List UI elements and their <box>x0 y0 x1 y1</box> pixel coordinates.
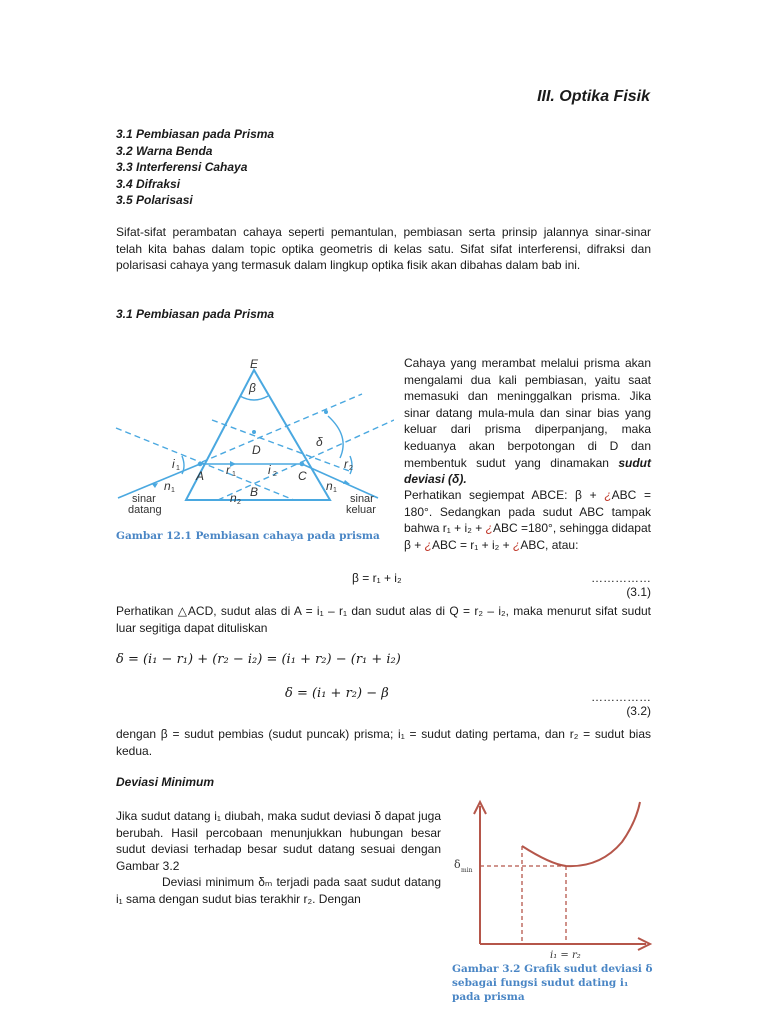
toc-item: 3.5 Polarisasi <box>116 193 193 207</box>
section-heading: Deviasi Minimum <box>116 775 215 789</box>
sub-r2: 2 <box>349 465 353 472</box>
sub-n1: 1 <box>171 487 175 494</box>
label-i2: i <box>268 463 271 477</box>
intro-paragraph: Sifat-sifat perambatan cahaya seperti pemantulan, pembiasan serta prinsip jalannya sinar-sinar telah kita bahas dalam topic optika geometris di kelas satu. Sifat sifat interferensi, difraksi dan polarisasi cahaya yang termasuk dalam lingkup optika fisik akan dibahas dalam bab ini. <box>116 225 651 273</box>
delta-arc <box>328 416 343 458</box>
label-A: A <box>196 469 205 483</box>
graph-xlabel: i₁ = r₂ <box>550 950 581 960</box>
beta-arc <box>240 396 268 400</box>
sub-r1: 1 <box>232 471 236 478</box>
deviation-term: sudut deviasi (δ). <box>404 455 651 487</box>
equation-3-1: β = r₁ + i₂ <box>352 571 402 585</box>
prism-figure <box>112 356 394 526</box>
abce-text: ABC, atau: <box>520 537 579 552</box>
label-r2: r <box>344 457 348 471</box>
sub-n2: 2 <box>237 499 241 506</box>
label-n1: n <box>164 479 171 493</box>
angle-symbol: ¿ <box>513 537 521 552</box>
label-D: D <box>252 443 261 457</box>
equation-number: ……………(3.2) <box>591 690 651 718</box>
toc-item: 3.2 Warna Benda <box>116 143 213 158</box>
label-sinar-datang-2: datang <box>128 504 162 516</box>
toc-item: 3.1 Pembiasan pada Prisma <box>116 127 275 141</box>
equation-number: ……………(3.1) <box>591 571 651 599</box>
delta-equation-expanded: δ = (i₁ − r₁) + (r₂ − i₂) = (i₁ + r₂) − (r₁ + i₂) <box>116 652 401 667</box>
label-i1: i <box>172 457 175 471</box>
graph-ylabel: δ <box>454 858 461 871</box>
deviation-curve <box>522 802 640 866</box>
label-n2: n <box>230 491 237 505</box>
label-delta: δ <box>316 435 323 449</box>
figure-caption: Gambar 12.1 Pembiasan cahaya pada prisma <box>116 530 380 542</box>
min-deviation-text: Jika sudut datang i₁ diubah, maka sudut deviasi δ dapat juga berubah. Hasil percobaan menunjukkan hubungan besar sudut deviasi terhadap besar sudut datang sesuai dengan Gambar 3.2 <box>116 809 441 873</box>
graph-ylabel-sub: min <box>461 867 473 874</box>
prism-paragraph <box>404 355 651 488</box>
angle-symbol: ¿ <box>485 521 493 536</box>
incident-ray <box>118 464 200 498</box>
min-deviation-text: Deviasi minimum δₘ terjadi pada saat sudut datang i₁ sama dengan sudut bias terakhir r₂. Dengan <box>116 875 441 906</box>
label-sinar-datang-1: sinar <box>132 493 156 505</box>
sub-i2: 2 <box>273 471 277 478</box>
acd-paragraph: Perhatikan △ACD, sudut alas di A = i₁ – r₁ dan sudut alas di Q = r₂ – i₂, maka menurut sifat sudut luar segitiga dapat dituliskan <box>116 604 651 635</box>
abce-text: ABC = 180°. Sedangkan pada sudut ABC tampak bahwa r₁ + i₂ + <box>404 488 651 536</box>
delta-equation-3-2: δ = (i₁ + r₂) − β <box>285 686 389 701</box>
sub-i1: 1 <box>176 465 180 472</box>
sub-n1-right: 1 <box>333 487 337 494</box>
label-n1-right: n <box>326 479 333 493</box>
angle-symbol: ¿ <box>604 488 612 502</box>
label-E: E <box>250 357 259 371</box>
label-sinar-keluar-2: keluar <box>346 504 376 516</box>
min-deviation-paragraph <box>116 808 441 908</box>
deviation-graph <box>450 798 656 960</box>
toc-item: 3.3 Interferensi Cahaya <box>116 160 248 174</box>
prism-text: Cahaya yang merambat melalui prisma akan mengalami dua kali pembiasan, yaitu saat memasuki dan meninggalkan prisma. Jika sinar datang mula-mula dan sinar bias yang keluar dari prisma diperpanjang, maka keduanya akan berpotongan di D dan membentuk sudut yang dinamakan <box>404 356 651 470</box>
abce-text: ABC =180°, sehingga didapat β + <box>404 521 651 552</box>
label-C: C <box>298 469 307 483</box>
abce-text: ABC = r₁ + i₂ + <box>431 537 510 552</box>
chapter-title: III. Optika Fisik <box>537 88 650 105</box>
angle-symbol: ¿ <box>424 537 432 552</box>
label-sinar-keluar-1: sinar <box>350 493 374 505</box>
section-heading: 3.1 Pembiasan pada Prisma <box>116 307 275 321</box>
abce-paragraph <box>404 487 651 553</box>
abce-text: Perhatikan segiempat ABCE: β + <box>404 488 597 502</box>
figure-caption: Gambar 3.2 Grafik sudut deviasi δ sebagai fungsi sudut dating i₁ pada prisma <box>452 963 653 1003</box>
label-beta: β <box>249 381 256 395</box>
definition-paragraph: dengan β = sudut pembias (sudut puncak) prisma; i₁ = sudut dating pertama, dan r₂ = sudut bias kedua. <box>116 727 651 758</box>
prism-triangle <box>186 370 330 500</box>
toc-item: 3.4 Difraksi <box>116 176 181 191</box>
label-r1: r <box>226 463 230 477</box>
label-B: B <box>250 485 259 499</box>
table-of-contents <box>116 126 274 209</box>
